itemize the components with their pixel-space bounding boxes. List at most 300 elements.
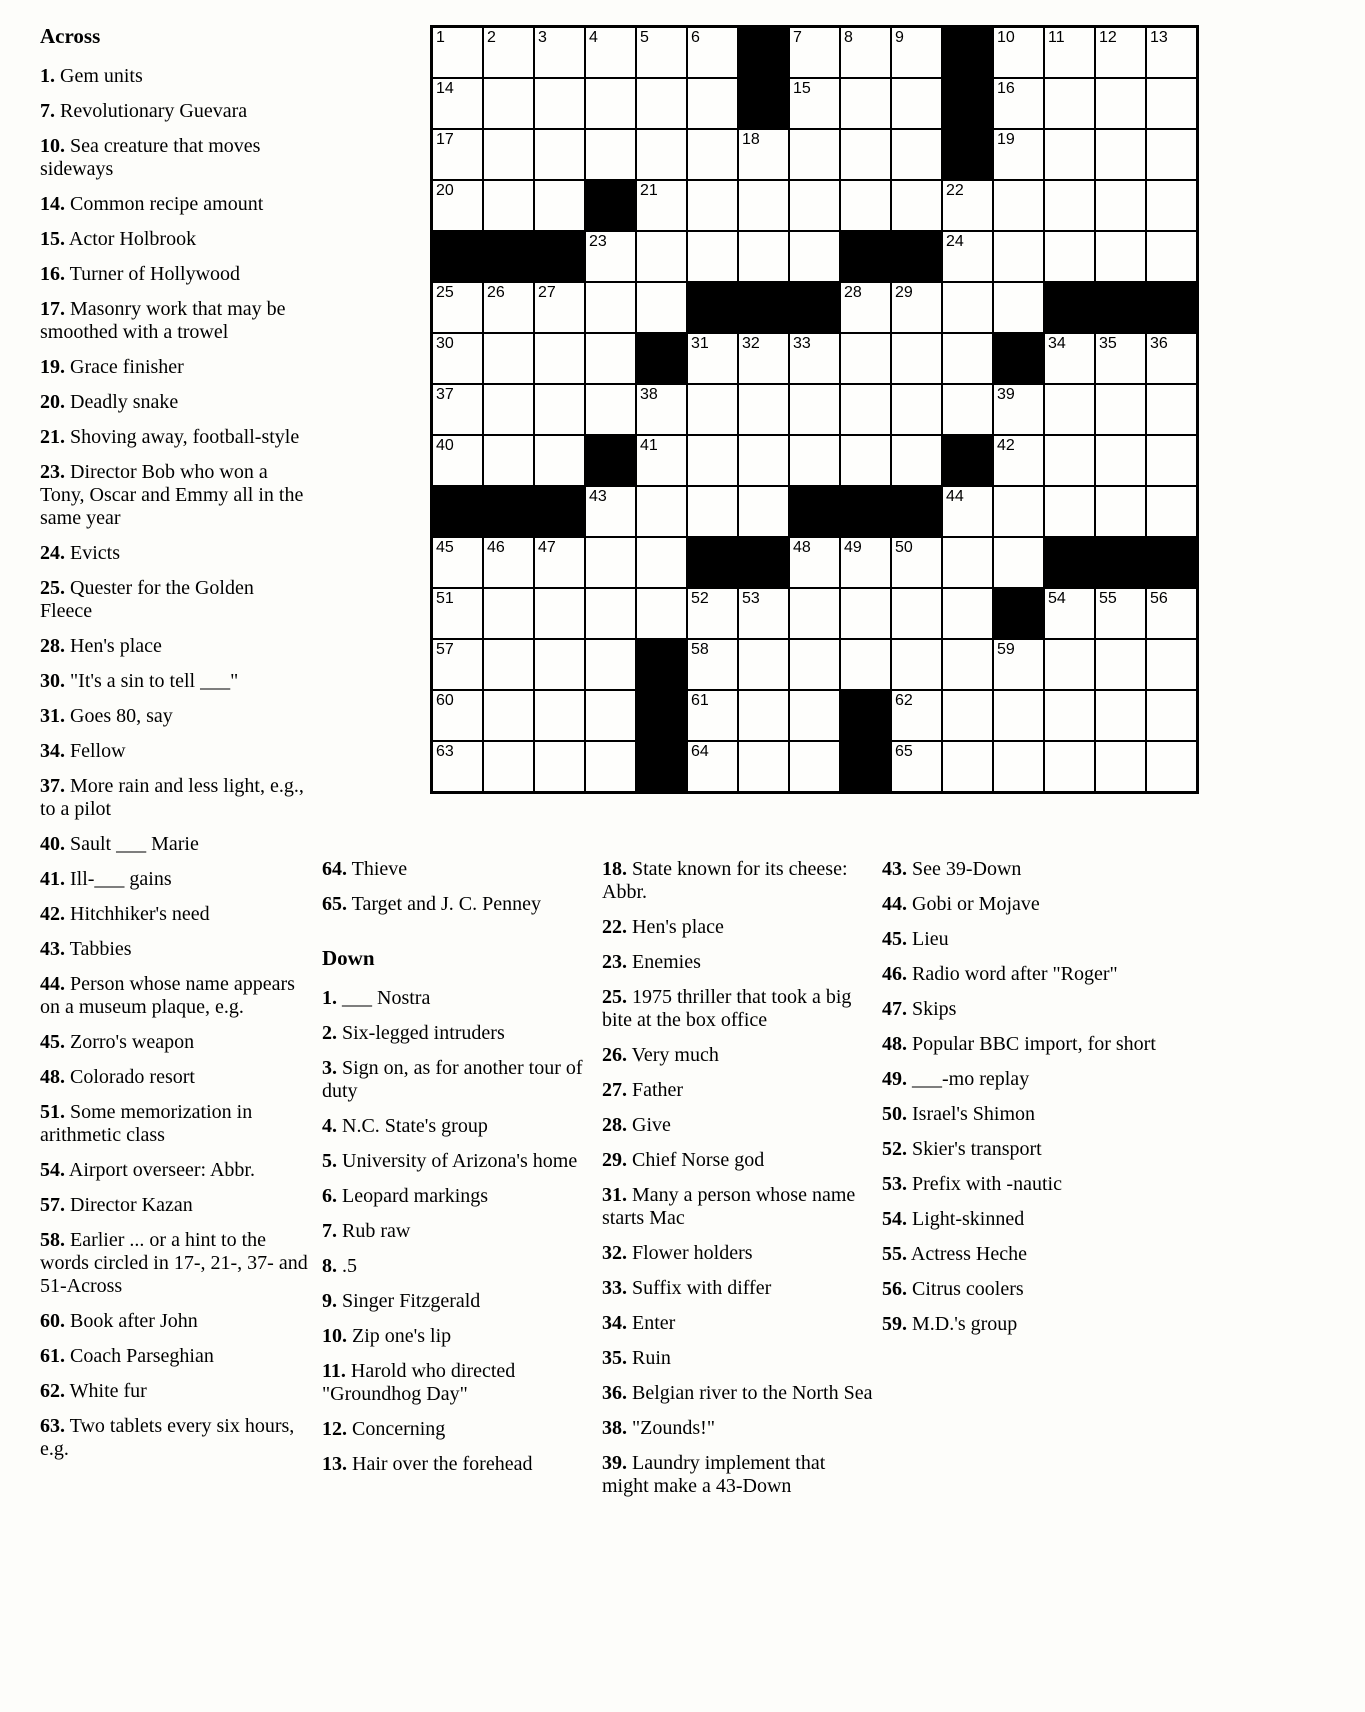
grid-cell-white[interactable] — [1045, 436, 1094, 485]
clue — [40, 1031, 308, 1054]
grid-cell-white[interactable] — [994, 79, 1043, 128]
grid-cell-white[interactable] — [994, 487, 1043, 536]
grid-cell-white[interactable] — [1147, 691, 1196, 740]
grid-cell-white[interactable] — [484, 79, 533, 128]
grid-cell-white[interactable] — [841, 283, 890, 332]
grid-cell-white[interactable] — [790, 742, 839, 791]
clue-text: Light-skinned — [907, 1208, 1025, 1230]
grid-cell-white[interactable] — [484, 130, 533, 179]
grid-cell-white[interactable] — [943, 538, 992, 587]
clue-text: Suffix with differ — [627, 1277, 772, 1299]
grid-cell-white[interactable] — [1096, 79, 1145, 128]
grid-cell-white[interactable] — [586, 28, 635, 77]
grid-cell-white[interactable] — [1045, 334, 1094, 383]
cell-number: 59 — [997, 641, 1015, 658]
clue — [40, 1101, 308, 1147]
grid-cell-white[interactable] — [1045, 28, 1094, 77]
grid-cell-black — [637, 742, 686, 791]
grid-cell-white[interactable] — [535, 283, 584, 332]
grid-cell-white[interactable] — [433, 742, 482, 791]
grid-cell-white[interactable] — [841, 79, 890, 128]
grid-cell-white[interactable] — [1096, 640, 1145, 689]
grid-cell-white[interactable] — [892, 691, 941, 740]
cell-number: 62 — [895, 692, 913, 709]
grid-cell-white[interactable] — [841, 334, 890, 383]
cell-number: 41 — [640, 437, 658, 454]
clue-text: Gobi or Mojave — [907, 893, 1040, 915]
cell-number: 45 — [436, 539, 454, 556]
cell-number: 38 — [640, 386, 658, 403]
clue — [602, 1184, 874, 1230]
clue-text: Director Bob who won a Tony, Oscar and Emmy all in the same year — [40, 461, 304, 529]
grid-cell-white[interactable] — [739, 691, 788, 740]
cell-number: 17 — [436, 131, 454, 148]
clue-text: Enemies — [627, 951, 701, 973]
clue — [602, 1382, 874, 1405]
clue-number: 45. — [882, 928, 907, 950]
grid-cell-white[interactable] — [1147, 181, 1196, 230]
grid-cell-white[interactable] — [433, 691, 482, 740]
clue-number: 51. — [40, 1101, 65, 1123]
grid-cell-white[interactable] — [841, 589, 890, 638]
grid-cell-white[interactable] — [790, 589, 839, 638]
grid-cell-white[interactable] — [484, 742, 533, 791]
clue — [40, 938, 308, 961]
grid-cell-white[interactable] — [637, 181, 686, 230]
grid-cell-white[interactable] — [943, 640, 992, 689]
grid-cell-white[interactable] — [994, 181, 1043, 230]
cell-number: 48 — [793, 539, 811, 556]
grid-cell-black — [433, 232, 482, 281]
clue-text: Laundry implement that might make a 43-Down — [602, 1452, 826, 1497]
clue-number: 21. — [40, 426, 65, 448]
clue — [602, 1277, 874, 1300]
grid-cell-white[interactable] — [586, 79, 635, 128]
cell-number: 40 — [436, 437, 454, 454]
grid-cell-white[interactable] — [637, 589, 686, 638]
grid-cell-white[interactable] — [892, 742, 941, 791]
grid-cell-white[interactable] — [1147, 742, 1196, 791]
grid-cell-white[interactable] — [943, 487, 992, 536]
grid-cell-white[interactable] — [1147, 28, 1196, 77]
clue — [40, 1229, 308, 1298]
grid-cell-black — [586, 181, 635, 230]
grid-cell-white[interactable] — [790, 334, 839, 383]
cell-number: 29 — [895, 284, 913, 301]
grid-cell-white[interactable] — [433, 436, 482, 485]
grid-cell-white[interactable] — [1045, 181, 1094, 230]
grid-cell-white[interactable] — [433, 589, 482, 638]
grid-cell-white[interactable] — [892, 79, 941, 128]
grid-cell-white[interactable] — [1045, 589, 1094, 638]
grid-cell-white[interactable] — [586, 130, 635, 179]
clue-number: 48. — [40, 1066, 65, 1088]
grid-cell-white[interactable] — [433, 334, 482, 383]
grid-cell-black — [484, 232, 533, 281]
clue-text: Deadly snake — [65, 391, 179, 413]
grid-cell-white[interactable] — [790, 538, 839, 587]
grid-cell-white[interactable] — [484, 538, 533, 587]
grid-cell-white[interactable] — [841, 436, 890, 485]
clue — [40, 1380, 308, 1403]
grid-cell-white[interactable] — [637, 79, 686, 128]
clue-number: 22. — [602, 916, 627, 938]
down-clues-list-3 — [882, 858, 1162, 1336]
grid-cell-white[interactable] — [1147, 79, 1196, 128]
grid-cell-white[interactable] — [637, 283, 686, 332]
grid-cell-white[interactable] — [994, 538, 1043, 587]
clue-number: 25. — [602, 986, 627, 1008]
clue-number: 3. — [322, 1057, 337, 1079]
clue-text: Popular BBC import, for short — [907, 1033, 1156, 1055]
grid-cell-white[interactable] — [484, 283, 533, 332]
clue-number: 1. — [40, 65, 55, 87]
grid-cell-white[interactable] — [688, 28, 737, 77]
grid-cell-white[interactable] — [1096, 742, 1145, 791]
cell-number: 11 — [1048, 29, 1065, 46]
grid-cell-white[interactable] — [739, 436, 788, 485]
grid-cell-white[interactable] — [637, 487, 686, 536]
grid-cell-white[interactable] — [688, 232, 737, 281]
clue-text: Quester for the Golden Fleece — [40, 577, 254, 622]
clue — [40, 228, 308, 251]
cell-number: 18 — [742, 131, 760, 148]
clue-text: 1975 thriller that took a big bite at the box office — [602, 986, 852, 1031]
grid-cell-white[interactable] — [943, 691, 992, 740]
grid-cell-white[interactable] — [1045, 385, 1094, 434]
grid-cell-white[interactable] — [1045, 691, 1094, 740]
grid-cell-white[interactable] — [433, 283, 482, 332]
grid-cell-white[interactable] — [586, 334, 635, 383]
grid-cell-white[interactable] — [535, 334, 584, 383]
clue-text: .5 — [337, 1255, 357, 1277]
clue-text: More rain and less light, e.g., to a pilot — [40, 775, 304, 820]
grid-cell-white[interactable] — [739, 181, 788, 230]
cell-number: 64 — [691, 743, 709, 760]
grid-cell-white[interactable] — [994, 385, 1043, 434]
grid-cell-white[interactable] — [892, 589, 941, 638]
grid-cell-white[interactable] — [1096, 589, 1145, 638]
grid-cell-white[interactable] — [535, 130, 584, 179]
clue-text: Zip one's lip — [347, 1325, 452, 1347]
clue-number: 18. — [602, 858, 627, 880]
clue-number: 28. — [40, 635, 65, 657]
grid-cell-white[interactable] — [688, 487, 737, 536]
grid-cell-white[interactable] — [892, 385, 941, 434]
clue-text: Concerning — [347, 1418, 446, 1440]
grid-cell-white[interactable] — [586, 385, 635, 434]
clue — [322, 1418, 588, 1441]
clue-text: Airport overseer: Abbr. — [65, 1159, 255, 1181]
grid-cell-white[interactable] — [841, 385, 890, 434]
grid-cell-white[interactable] — [688, 130, 737, 179]
grid-cell-white[interactable] — [637, 232, 686, 281]
grid-cell-white[interactable] — [1045, 130, 1094, 179]
grid-cell-black — [739, 79, 788, 128]
grid-cell-white[interactable] — [484, 589, 533, 638]
grid-cell-white[interactable] — [943, 589, 992, 638]
grid-cell-white[interactable] — [688, 589, 737, 638]
grid-cell-white[interactable] — [1147, 487, 1196, 536]
grid-cell-white[interactable] — [484, 334, 533, 383]
clue-text: Citrus coolers — [907, 1278, 1024, 1300]
grid-cell-white[interactable] — [1147, 640, 1196, 689]
grid-cell-black — [535, 232, 584, 281]
grid-cell-white[interactable] — [892, 538, 941, 587]
grid-cell-white[interactable] — [535, 28, 584, 77]
grid-cell-white[interactable] — [1147, 334, 1196, 383]
clue-number: 52. — [882, 1138, 907, 1160]
clue-number: 37. — [40, 775, 65, 797]
grid-cell-white[interactable] — [1045, 232, 1094, 281]
grid-cell-white[interactable] — [688, 334, 737, 383]
grid-cell-white[interactable] — [535, 589, 584, 638]
grid-cell-white[interactable] — [994, 130, 1043, 179]
grid-cell-white[interactable] — [688, 691, 737, 740]
grid-cell-white[interactable] — [790, 436, 839, 485]
grid-cell-white[interactable] — [1096, 436, 1145, 485]
grid-cell-white[interactable] — [688, 640, 737, 689]
grid-cell-black — [739, 283, 788, 332]
clue-number: 39. — [602, 1452, 627, 1474]
clue-number: 26. — [602, 1044, 627, 1066]
grid-cell-white[interactable] — [586, 640, 635, 689]
clue-number: 43. — [40, 938, 65, 960]
clue — [322, 893, 588, 916]
clue-number: 55. — [882, 1243, 907, 1265]
cell-number: 7 — [793, 29, 802, 46]
cell-number: 47 — [538, 539, 556, 556]
grid-cell-white[interactable] — [637, 28, 686, 77]
grid-cell-white[interactable] — [688, 436, 737, 485]
grid-cell-white[interactable] — [433, 385, 482, 434]
grid-cell-white[interactable] — [535, 79, 584, 128]
clue-text: Evicts — [65, 542, 120, 564]
clue — [882, 1138, 1162, 1161]
grid-cell-black — [790, 283, 839, 332]
grid-cell-white[interactable] — [943, 232, 992, 281]
grid-cell-white[interactable] — [994, 742, 1043, 791]
grid-cell-white[interactable] — [484, 691, 533, 740]
grid-cell-white[interactable] — [637, 385, 686, 434]
grid-cell-white[interactable] — [790, 130, 839, 179]
grid-cell-white[interactable] — [637, 130, 686, 179]
clue-number: 38. — [602, 1417, 627, 1439]
grid-cell-white[interactable] — [1096, 487, 1145, 536]
down-header: Down — [322, 946, 375, 970]
grid-cell-white[interactable] — [790, 232, 839, 281]
grid-cell-white[interactable] — [535, 538, 584, 587]
grid-cell-white[interactable] — [841, 538, 890, 587]
grid-cell-white[interactable] — [586, 589, 635, 638]
clue-text: Some memorization in arithmetic class — [40, 1101, 253, 1146]
clue-number: 62. — [40, 1380, 65, 1402]
grid-cell-white[interactable] — [892, 334, 941, 383]
grid-cell-black — [994, 334, 1043, 383]
grid-cell-white[interactable] — [1096, 232, 1145, 281]
grid-cell-white[interactable] — [1045, 79, 1094, 128]
grid-cell-white[interactable] — [1147, 436, 1196, 485]
clue-number: 45. — [40, 1031, 65, 1053]
grid-cell-white[interactable] — [739, 589, 788, 638]
clue-text: Hitchhiker's need — [65, 903, 210, 925]
grid-cell-white[interactable] — [892, 181, 941, 230]
clue-number: 60. — [40, 1310, 65, 1332]
grid-cell-white[interactable] — [841, 130, 890, 179]
grid-cell-black — [943, 130, 992, 179]
grid-cell-white[interactable] — [433, 130, 482, 179]
clue-text: Sea creature that moves sideways — [40, 135, 261, 180]
grid-cell-white[interactable] — [484, 385, 533, 434]
clue — [882, 928, 1162, 951]
grid-cell-white[interactable] — [943, 742, 992, 791]
grid-cell-white[interactable] — [1147, 589, 1196, 638]
grid-cell-white[interactable] — [1045, 742, 1094, 791]
grid-cell-white[interactable] — [739, 334, 788, 383]
grid-cell-white[interactable] — [1147, 385, 1196, 434]
cell-number: 4 — [589, 29, 598, 46]
grid-cell-white[interactable] — [1096, 28, 1145, 77]
grid-cell-white[interactable] — [688, 385, 737, 434]
cell-number: 63 — [436, 743, 454, 760]
grid-cell-white[interactable] — [535, 691, 584, 740]
grid-cell-white[interactable] — [1045, 640, 1094, 689]
grid-cell-white[interactable] — [1045, 487, 1094, 536]
clue — [882, 858, 1162, 881]
clue — [602, 1417, 874, 1440]
clue — [602, 1347, 874, 1370]
clue-number: 35. — [602, 1347, 627, 1369]
grid-cell-white[interactable] — [637, 436, 686, 485]
grid-cell-black — [688, 283, 737, 332]
clue-text: Target and J. C. Penney — [347, 893, 541, 915]
clue-number: 23. — [602, 951, 627, 973]
grid-cell-white[interactable] — [535, 640, 584, 689]
clue-text: State known for its cheese: Abbr. — [602, 858, 848, 903]
grid-cell-white[interactable] — [535, 742, 584, 791]
grid-cell-white[interactable] — [433, 640, 482, 689]
cell-number: 65 — [895, 743, 913, 760]
grid-cell-white[interactable] — [739, 232, 788, 281]
grid-cell-white[interactable] — [994, 691, 1043, 740]
grid-cell-white[interactable] — [484, 28, 533, 77]
clue-text: University of Arizona's home — [337, 1150, 578, 1172]
clue-text: Thieve — [347, 858, 408, 880]
grid-cell-white[interactable] — [994, 28, 1043, 77]
clue — [882, 893, 1162, 916]
grid-cell-white[interactable] — [688, 79, 737, 128]
grid-cell-white[interactable] — [586, 538, 635, 587]
grid-cell-white[interactable] — [994, 640, 1043, 689]
grid-cell-white[interactable] — [739, 130, 788, 179]
cell-number: 24 — [946, 233, 964, 250]
grid-cell-white[interactable] — [994, 283, 1043, 332]
grid-cell-white[interactable] — [586, 283, 635, 332]
grid-cell-white[interactable] — [892, 283, 941, 332]
clue-number: 58. — [40, 1229, 65, 1251]
grid-cell-white[interactable] — [1096, 130, 1145, 179]
grid-cell-white[interactable] — [790, 28, 839, 77]
grid-cell-white[interactable] — [739, 487, 788, 536]
grid-cell-white[interactable] — [790, 385, 839, 434]
grid-cell-white[interactable] — [688, 181, 737, 230]
grid-cell-white[interactable] — [1096, 334, 1145, 383]
grid-cell-white[interactable] — [790, 640, 839, 689]
grid-cell-white[interactable] — [535, 181, 584, 230]
clue-number: 42. — [40, 903, 65, 925]
grid-cell-white[interactable] — [1147, 232, 1196, 281]
grid-cell-white[interactable] — [943, 283, 992, 332]
clues-column-4 — [882, 858, 1162, 1348]
grid-cell-white[interactable] — [586, 691, 635, 740]
cell-number: 3 — [538, 29, 547, 46]
grid-cell-white[interactable] — [1096, 385, 1145, 434]
grid-cell-white[interactable] — [841, 640, 890, 689]
clue — [40, 775, 308, 821]
clue-number: 59. — [882, 1313, 907, 1335]
clue-text: White fur — [65, 1380, 147, 1402]
grid-cell-white[interactable] — [1096, 691, 1145, 740]
cell-number: 15 — [793, 80, 811, 97]
grid-cell-white[interactable] — [892, 130, 941, 179]
grid-cell-white[interactable] — [484, 640, 533, 689]
grid-cell-white[interactable] — [943, 181, 992, 230]
grid-cell-white[interactable] — [688, 742, 737, 791]
grid-cell-white[interactable] — [484, 181, 533, 230]
grid-cell-white[interactable] — [841, 28, 890, 77]
clue — [322, 1360, 588, 1406]
grid-cell-white[interactable] — [586, 232, 635, 281]
clue-text: Lieu — [907, 928, 949, 950]
grid-cell-white[interactable] — [943, 334, 992, 383]
clue — [40, 903, 308, 926]
grid-cell-white[interactable] — [739, 385, 788, 434]
grid-cell-white[interactable] — [637, 538, 686, 587]
grid-cell-white[interactable] — [739, 640, 788, 689]
grid-cell-white[interactable] — [943, 385, 992, 434]
clue-text: N.C. State's group — [337, 1115, 488, 1137]
grid-cell-white[interactable] — [484, 436, 533, 485]
clue-text: Sault ___ Marie — [65, 833, 199, 855]
grid-cell-white[interactable] — [535, 385, 584, 434]
grid-cell-white[interactable] — [892, 436, 941, 485]
cell-number: 14 — [436, 80, 454, 97]
grid-cell-white[interactable] — [1096, 181, 1145, 230]
grid-cell-white[interactable] — [535, 436, 584, 485]
grid-cell-white[interactable] — [994, 232, 1043, 281]
grid-cell-white[interactable] — [433, 181, 482, 230]
cell-number: 34 — [1048, 335, 1066, 352]
clue — [40, 1345, 308, 1368]
grid-cell-white[interactable] — [433, 538, 482, 587]
clue-text: Gem units — [55, 65, 143, 87]
grid-cell-white[interactable] — [790, 181, 839, 230]
grid-cell-white[interactable] — [790, 691, 839, 740]
grid-cell-white[interactable] — [1147, 130, 1196, 179]
grid-cell-white[interactable] — [739, 742, 788, 791]
grid-cell-white[interactable] — [433, 28, 482, 77]
grid-cell-white[interactable] — [790, 79, 839, 128]
grid-cell-white[interactable] — [892, 640, 941, 689]
grid-cell-white[interactable] — [586, 742, 635, 791]
grid-cell-white[interactable] — [892, 28, 941, 77]
grid-cell-white[interactable] — [994, 436, 1043, 485]
clue-number: 41. — [40, 868, 65, 890]
grid-cell-white[interactable] — [586, 487, 635, 536]
grid-cell-white[interactable] — [433, 79, 482, 128]
clue-text: Shoving away, football-style — [65, 426, 300, 448]
grid-cell-white[interactable] — [841, 181, 890, 230]
